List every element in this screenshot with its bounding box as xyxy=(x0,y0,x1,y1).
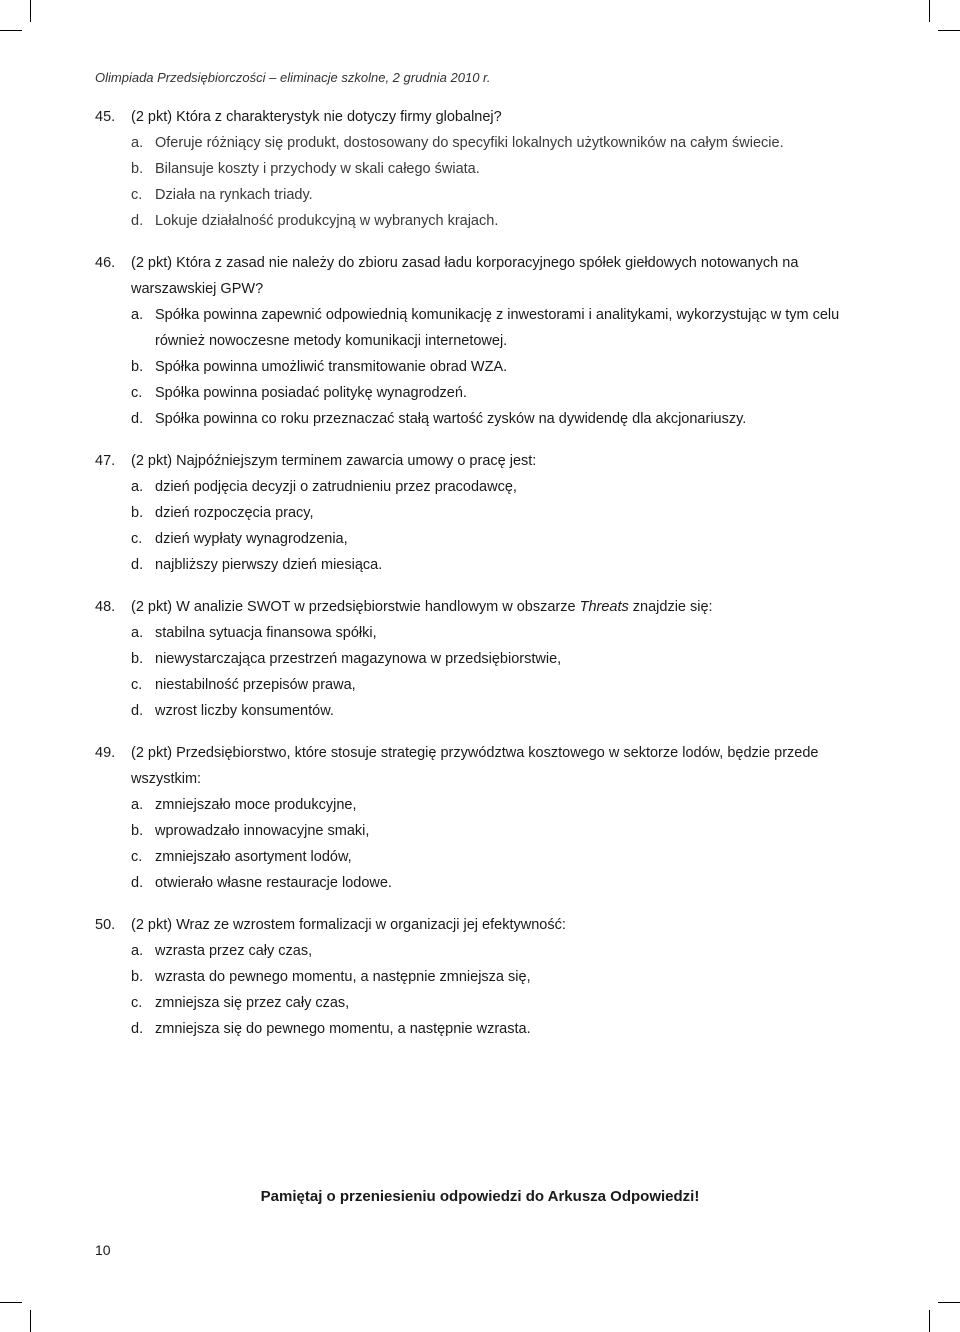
answer-option xyxy=(131,672,875,698)
option-text: Bilansuje koszty i przychody w skali całego świata. xyxy=(155,161,480,177)
option-text: dzień rozpoczęcia pracy, xyxy=(155,505,314,521)
option-text: wprowadzało innowacyjne smaki, xyxy=(155,823,370,839)
option-text: Działa na rynkach triady. xyxy=(155,187,313,203)
answer-option xyxy=(131,302,875,354)
option-text: zmniejsza się przez cały czas, xyxy=(155,995,350,1011)
answer-option xyxy=(131,870,875,896)
option-text: Lokuje działalność produkcyjną w wybranych krajach. xyxy=(155,213,499,229)
option-text: niewystarczająca przestrzeń magazynowa w przedsiębiorstwie, xyxy=(155,651,562,667)
option-text: Spółka powinna zapewnić odpowiednią komunikację z inwestorami i analitykami, wykorzystując w tym celu również nowoczesne metody komunikacji internetowej. xyxy=(155,307,840,349)
answer-option xyxy=(131,500,875,526)
option-text: niestabilność przepisów prawa, xyxy=(155,677,356,693)
answer-option xyxy=(131,354,875,380)
question-text: (2 pkt) Która z zasad nie należy do zbioru zasad ładu korporacyjnego spółek giełdowych notowanych na warszawskiej GPW? xyxy=(131,255,799,297)
option-letter: d. xyxy=(131,703,144,719)
answer-option xyxy=(131,406,875,432)
option-letter: c. xyxy=(131,531,143,547)
option-letter: d. xyxy=(131,875,144,891)
crop-mark xyxy=(929,0,930,22)
option-text: zmniejszało moce produkcyjne, xyxy=(155,797,357,813)
crop-mark xyxy=(938,1302,960,1303)
option-text: wzrasta do pewnego momentu, a następnie zmniejsza się, xyxy=(155,969,531,985)
answer-option xyxy=(131,380,875,406)
question-text-end: znajdzie się: xyxy=(628,599,713,615)
question-number: 47. xyxy=(95,453,116,469)
option-letter: b. xyxy=(131,359,144,375)
option-letter: c. xyxy=(131,385,143,401)
answer-option xyxy=(131,646,875,672)
option-text: dzień wypłaty wynagrodzenia, xyxy=(155,531,348,547)
question-number: 50. xyxy=(95,917,116,933)
question-text: (2 pkt) Najpóźniejszym terminem zawarcia umowy o pracę jest: xyxy=(131,453,537,469)
option-text: wzrasta przez cały czas, xyxy=(155,943,313,959)
answer-option xyxy=(131,552,875,578)
question-number: 49. xyxy=(95,745,116,761)
crop-mark xyxy=(0,1302,22,1303)
option-text: najbliższy pierwszy dzień miesiąca. xyxy=(155,557,383,573)
answer-option xyxy=(131,844,875,870)
question-49 xyxy=(95,740,875,896)
option-letter: a. xyxy=(131,797,144,813)
answer-option xyxy=(131,620,875,646)
question-50 xyxy=(95,912,875,1042)
answer-option xyxy=(131,474,875,500)
page-header: Olimpiada Przedsiębiorczości – eliminacje szkolne, 2 grudnia 2010 r. xyxy=(95,70,491,85)
question-46 xyxy=(95,250,875,432)
crop-mark xyxy=(929,1310,930,1332)
option-letter: d. xyxy=(131,213,144,229)
option-letter: b. xyxy=(131,823,144,839)
option-text: Spółka powinna umożliwić transmitowanie obrad WZA. xyxy=(155,359,508,375)
answer-option xyxy=(131,1016,875,1042)
question-list xyxy=(95,104,875,1058)
option-letter: b. xyxy=(131,969,144,985)
option-text: otwierało własne restauracje lodowe. xyxy=(155,875,392,891)
option-letter: a. xyxy=(131,135,144,151)
question-text: (2 pkt) Wraz ze wzrostem formalizacji w organizacji jej efektywność: xyxy=(131,917,566,933)
answer-option xyxy=(131,130,875,156)
option-text: Spółka powinna posiadać politykę wynagrodzeń. xyxy=(155,385,467,401)
option-letter: a. xyxy=(131,307,144,323)
answer-option xyxy=(131,818,875,844)
page-number: 10 xyxy=(95,1242,111,1258)
answer-option xyxy=(131,526,875,552)
option-letter: b. xyxy=(131,505,144,521)
crop-mark xyxy=(30,0,31,22)
answer-sheet-reminder: Pamiętaj o przeniesieniu odpowiedzi do Arkusza Odpowiedzi! xyxy=(260,1188,700,1205)
answer-option xyxy=(131,990,875,1016)
option-letter: c. xyxy=(131,995,143,1011)
option-letter: d. xyxy=(131,411,144,427)
question-number: 45. xyxy=(95,109,116,125)
crop-mark xyxy=(0,30,22,31)
question-text-start: (2 pkt) W analizie SWOT w przedsiębiorstwie handlowym w obszarze xyxy=(131,599,580,615)
question-text xyxy=(131,594,875,620)
option-letter: b. xyxy=(131,651,144,667)
answer-option xyxy=(131,698,875,724)
answer-option xyxy=(131,208,875,234)
option-text: stabilna sytuacja finansowa spółki, xyxy=(155,625,377,641)
question-number: 48. xyxy=(95,599,116,615)
option-letter: c. xyxy=(131,677,143,693)
option-letter: d. xyxy=(131,557,144,573)
crop-mark xyxy=(938,30,960,31)
option-letter: c. xyxy=(131,187,143,203)
option-letter: b. xyxy=(131,161,144,177)
option-text: zmniejsza się do pewnego momentu, a następnie wzrasta. xyxy=(155,1021,531,1037)
option-letter: a. xyxy=(131,625,144,641)
option-letter: c. xyxy=(131,849,143,865)
question-text: (2 pkt) Przedsiębiorstwo, które stosuje strategię przywództwa kosztowego w sektorze lodów, będzie przede wszystkim: xyxy=(131,745,819,787)
question-text-emphasis: Threats xyxy=(579,599,629,615)
answer-option xyxy=(131,792,875,818)
answer-option xyxy=(131,938,875,964)
option-letter: a. xyxy=(131,479,144,495)
option-letter: a. xyxy=(131,943,144,959)
option-text: zmniejszało asortyment lodów, xyxy=(155,849,352,865)
answer-option xyxy=(131,964,875,990)
crop-mark xyxy=(30,1310,31,1332)
question-48 xyxy=(95,594,875,724)
question-number: 46. xyxy=(95,255,116,271)
option-text: Spółka powinna co roku przeznaczać stałą wartość zysków na dywidendę dla akcjonariuszy. xyxy=(155,411,747,427)
option-letter: d. xyxy=(131,1021,144,1037)
answer-option xyxy=(131,156,875,182)
option-text: wzrost liczby konsumentów. xyxy=(155,703,334,719)
question-45 xyxy=(95,104,875,234)
question-text: (2 pkt) Która z charakterystyk nie dotyczy firmy globalnej? xyxy=(131,109,502,125)
question-47 xyxy=(95,448,875,578)
option-text: Oferuje różniący się produkt, dostosowany do specyfiki lokalnych użytkowników na całym świecie. xyxy=(155,135,784,151)
option-text: dzień podjęcia decyzji o zatrudnieniu przez pracodawcę, xyxy=(155,479,517,495)
answer-option xyxy=(131,182,875,208)
